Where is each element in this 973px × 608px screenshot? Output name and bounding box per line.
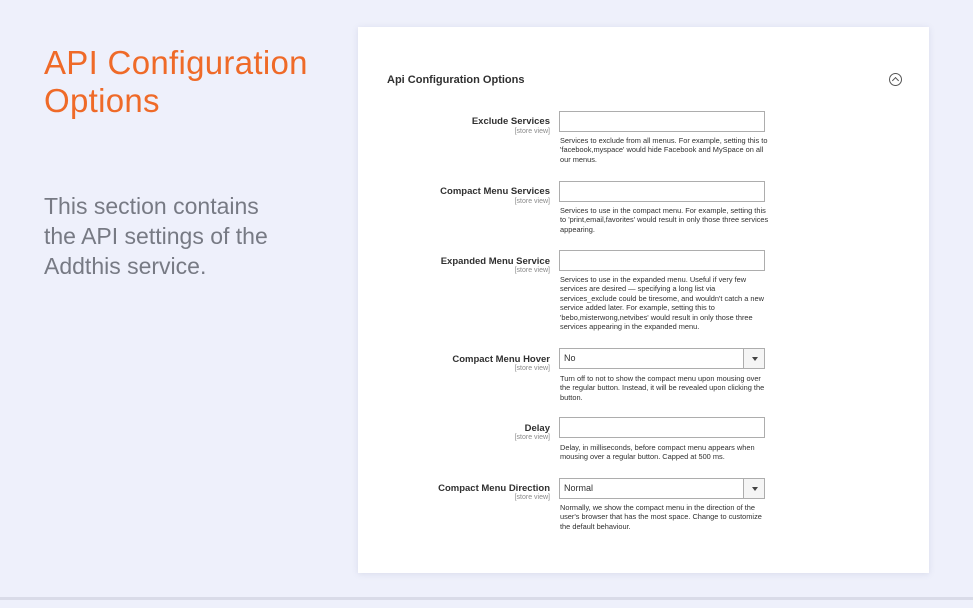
chevron-down-icon[interactable]: [743, 349, 764, 368]
field-note: Services to use in the compact menu. For example, setting this to 'print,email,favorites' would result in only those three services appearing.: [560, 206, 769, 234]
delay-input[interactable]: [559, 417, 765, 438]
page-title: API Configuration Options: [44, 44, 308, 119]
field-note: Services to use in the expanded menu. Useful if very few services are desired — specifying a long list via services_exclude could be tiresome, and wouldn't catch a new service added later. For example, setting this to 'bebo,misterwong,netvibes' would result in only those three services appearing in the expanded menu.: [560, 275, 764, 332]
compact-menu-hover-select[interactable]: [559, 348, 765, 369]
exclude-services-input[interactable]: [559, 111, 765, 132]
field-label-compact-menu-hover: Compact Menu Hover: [452, 354, 550, 365]
field-note: Normally, we show the compact menu in the direction of the user's browser that has the most space. Change to customize the default behaviour.: [560, 503, 762, 531]
field-note: Services to exclude from all menus. For example, setting this to 'facebook,myspace' would hide Facebook and MySpace on all our menus.: [560, 136, 768, 164]
chevron-down-icon[interactable]: [743, 479, 764, 498]
field-scope: [store view]: [514, 198, 550, 205]
field-scope: [store view]: [514, 434, 550, 441]
field-scope: [store view]: [514, 128, 550, 135]
page-description: This section contains the API settings of the Addthis service.: [44, 193, 268, 279]
field-label-delay: Delay: [524, 423, 550, 434]
section-title[interactable]: Api Configuration Options: [387, 74, 525, 86]
select-value: Normal: [564, 483, 594, 493]
config-panel: [358, 27, 929, 573]
field-scope: [store view]: [514, 494, 550, 501]
field-scope: [store view]: [514, 267, 550, 274]
collapse-icon[interactable]: [889, 73, 902, 86]
field-scope: [store view]: [514, 365, 550, 372]
field-label-compact-menu-services: Compact Menu Services: [440, 186, 550, 197]
field-label-compact-menu-direction: Compact Menu Direction: [438, 483, 550, 494]
field-note: Turn off to not to show the compact menu upon mousing over the regular button. Instead, it will be revealed upon clicking the button.: [560, 374, 765, 402]
field-label-expanded-menu-service: Expanded Menu Service: [440, 256, 550, 267]
expanded-menu-service-input[interactable]: [559, 250, 765, 271]
compact-menu-direction-select[interactable]: [559, 478, 765, 499]
field-label-exclude-services: Exclude Services: [471, 116, 550, 127]
select-value: No: [564, 353, 576, 363]
field-note: Delay, in milliseconds, before compact menu appears when mousing over a regular button. Capped at 500 ms.: [560, 443, 755, 462]
compact-menu-services-input[interactable]: [559, 181, 765, 202]
